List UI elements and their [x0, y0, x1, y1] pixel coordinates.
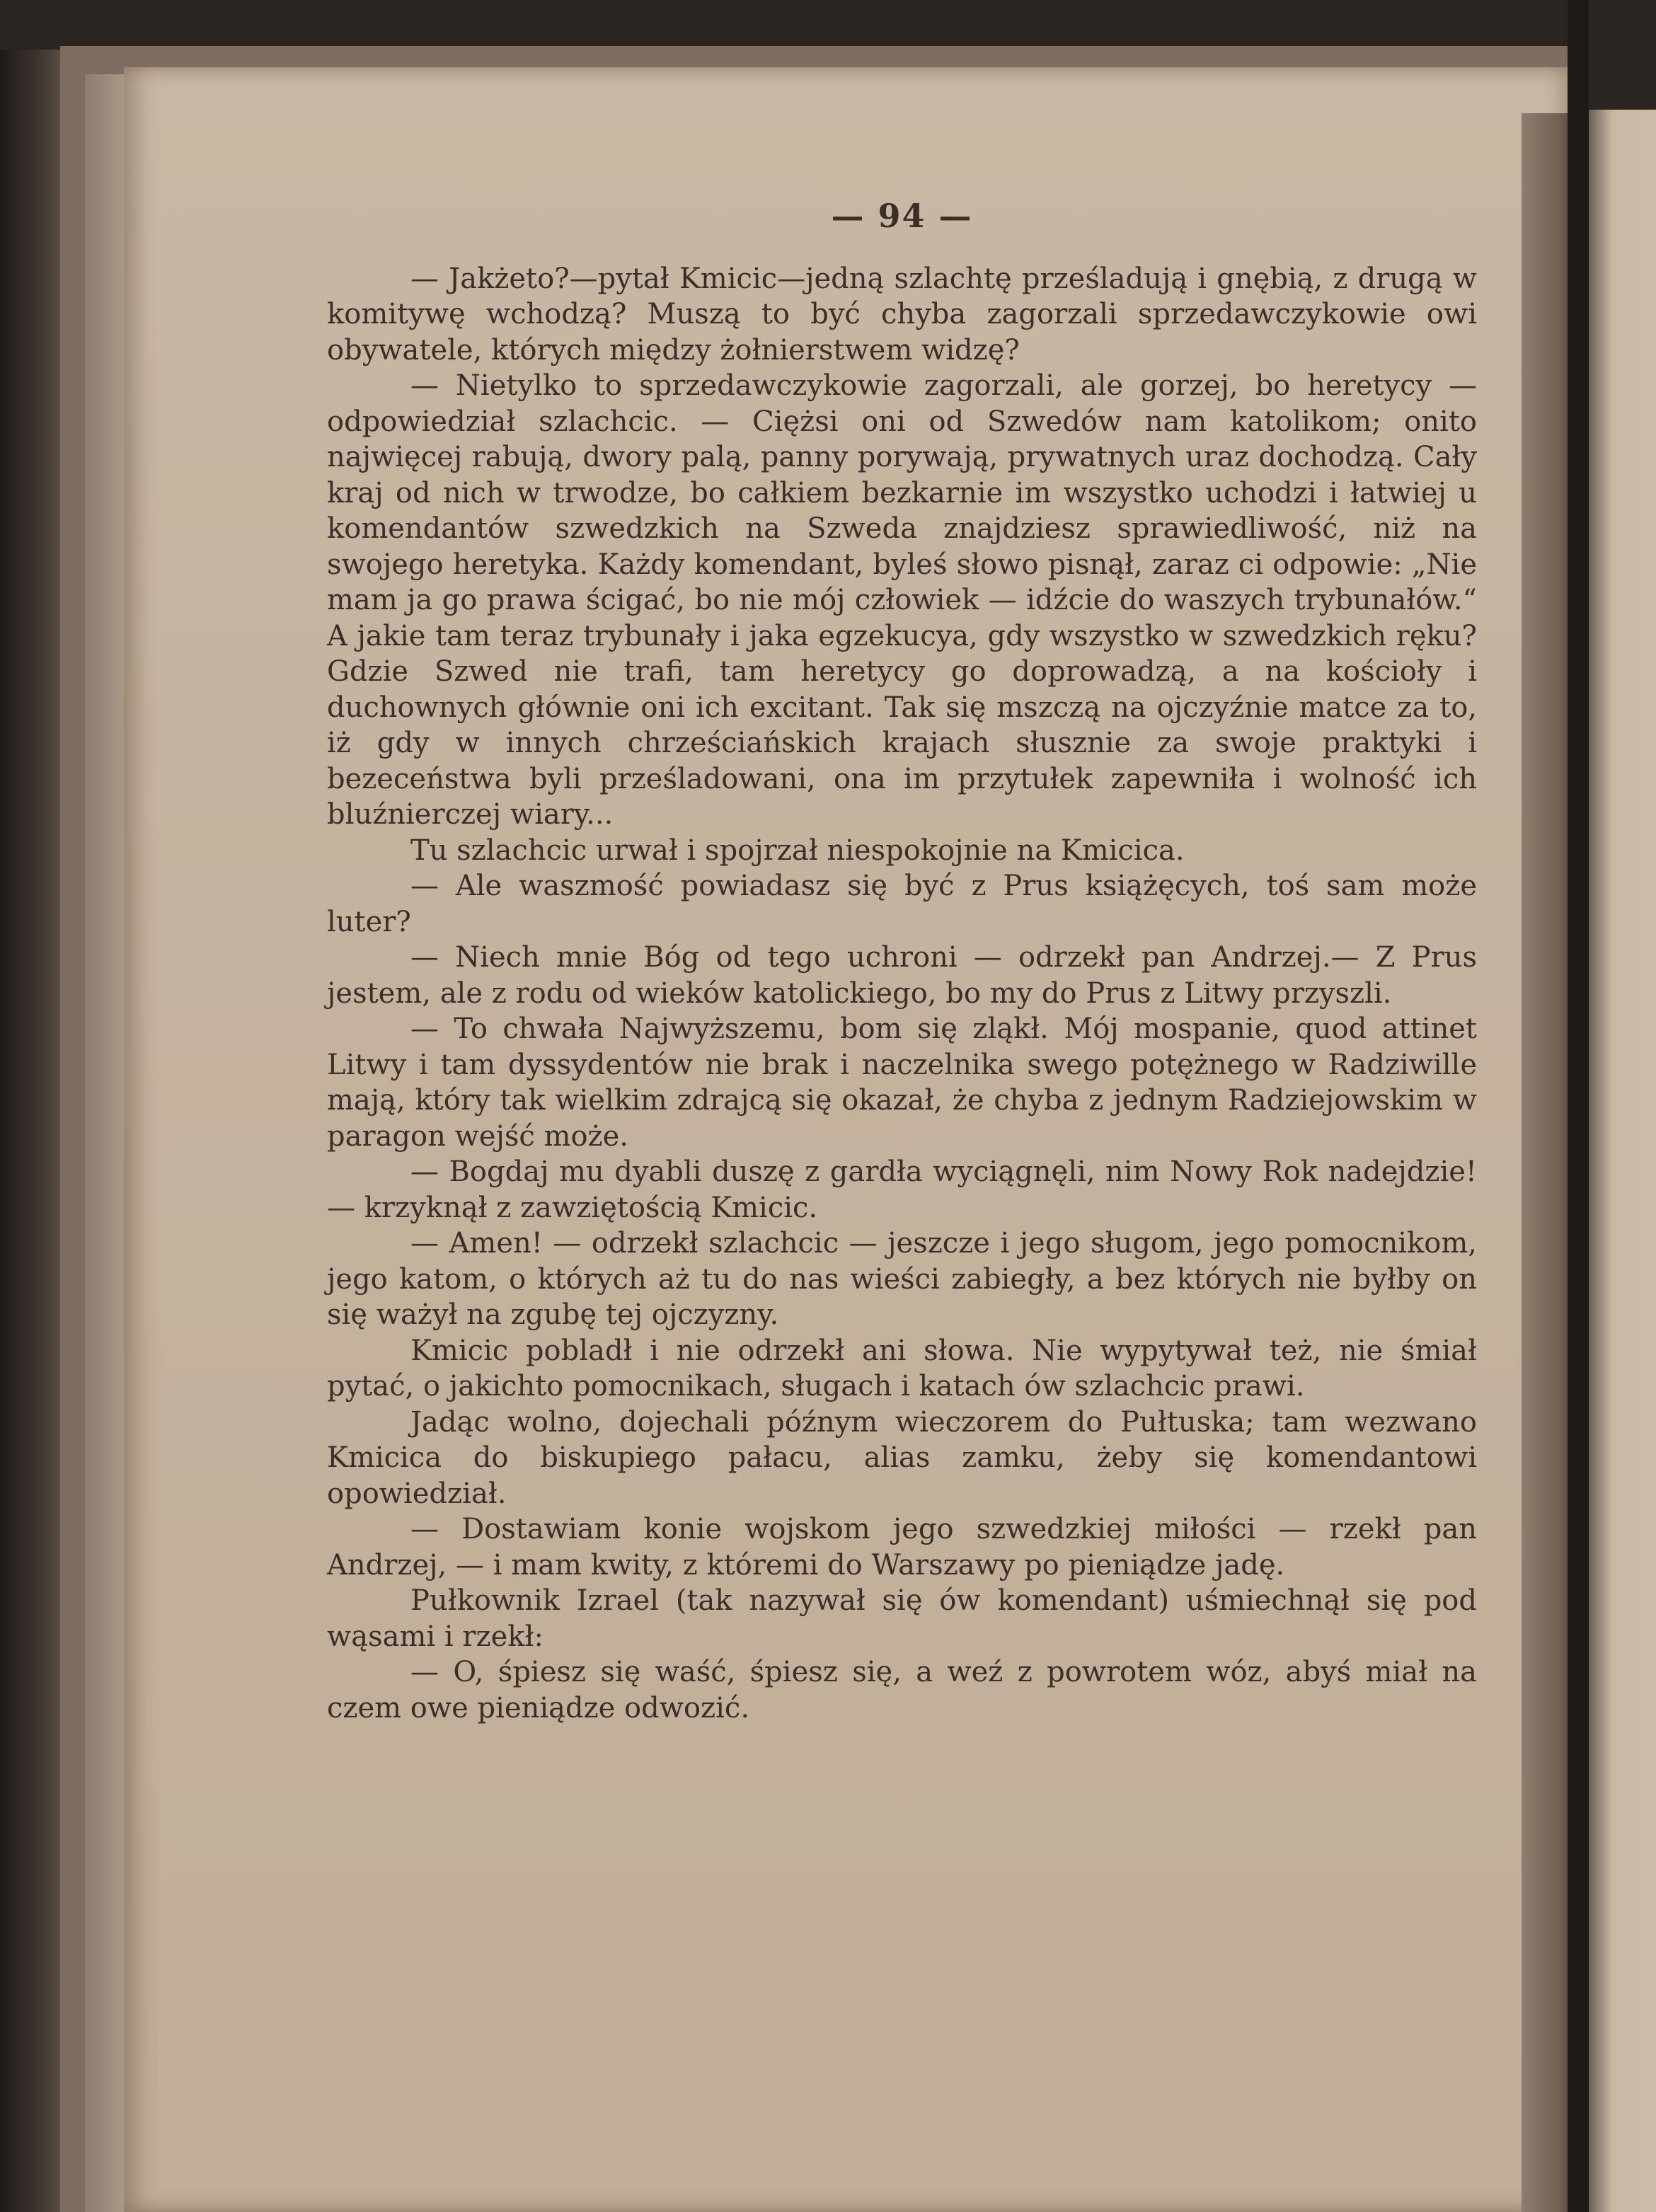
page-text [327, 198, 1477, 1726]
paragraph: — Amen! — odrzekł szlachcic — jeszcze i jego sługom, jego pomocnikom, jego katom, o których aż tu do nas wieści zabiegły, a bez których nie byłby on się ważył na zgubę tej ojczyzny. [327, 1227, 1477, 1331]
paragraph: — Dostawiam konie wojskom jego szwedzkiej miłości — rzekł pan Andrzej, — i mam kwity, z któremi do Warszawy po pieniądze jadę. [327, 1513, 1477, 1582]
paragraph: — Niech mnie Bóg od tego uchroni — odrzekł pan Andrzej.— Z Prus jestem, ale z rodu od wieków katolickiego, bo my do Prus z Litwy przyszli. [327, 941, 1477, 1010]
next-page-edge [1589, 110, 1656, 2212]
paragraph: — To chwała Najwyższemu, bom się zląkł. Mój mospanie, quod attinet Litwy i tam dyssydentów nie brak i naczelnika swego potężnego w Radziwille mają, który tak wielkim zdrajcą się okazał, że chyba z jednym Radziejowskim w paragon wejść może. [327, 1013, 1477, 1153]
paragraph: Pułkownik Izrael (tak nazywał się ów komendant) uśmiechnął się pod wąsami i rzekł: [327, 1584, 1477, 1653]
paragraph: — Jakżeto?—pytał Kmicic—jedną szlachtę prześladują i gnębią, z drugą w komitywę wchodzą? Muszą to być chyba zagorzali sprzedawczykowie owi obywatele, których między żołnierstwem widzę? [327, 262, 1477, 367]
page-number: — 94 — [831, 197, 973, 235]
paragraph: — Nietylko to sprzedawczykowie zagorzali, ale gorzej, bo heretycy — odpowiedział szlachcic. — Ciężsi oni od Szwedów nam katolikom; onito najwięcej rabują, dwory palą, panny porywają, prywatnych uraz dochodzą. Cały kraj od nich w trwodze, bo całkiem bezkarnie im wszystko uchodzi i łatwiej u komendantów szwedzkich na Szweda znajdziesz sprawiedliwość, niż na swojego heretyka. Każdy komendant, byleś słowo pisnął, zaraz ci odpowie: „Nie mam ja go prawa ścigać, bo nie mój człowiek — idźcie do waszych trybunałów.“ A jakie tam teraz trybunały i jaka egzekucya, gdy wszystko w szwedzkich ręku? Gdzie Szwed nie trafi, tam heretycy go doprowadzą, a na kościoły i duchownych głównie oni ich excitant. Tak się mszczą na ojczyźnie matce za to, iż gdy w innych chrześciańskich krajach słusznie za swoje praktyki i bezeceństwa byli prześladowani, ona im przytułek zapewniła i wolność ich bluźnierczej wiary... [327, 369, 1477, 831]
binding-gap [1568, 0, 1589, 2212]
paragraph: Tu szlachcic urwał i spojrzał niespokojnie na Kmicica. [410, 834, 1185, 867]
paragraph: — Bogdaj mu dyabli duszę z gardła wyciągnęli, nim Nowy Rok nadejdzie! — krzyknął z zawziętością Kmicic. [327, 1156, 1477, 1224]
paragraph: — O, śpiesz się waść, śpiesz się, a weź z powrotem wóz, abyś miał na czem owe pieniądze odwozić. [327, 1656, 1477, 1724]
paragraph: Jadąc wolno, dojechali późnym wieczorem do Pułtuska; tam wezwano Kmicica do biskupiego pałacu, alias zamku, żeby się komendantowi opowiedział. [327, 1405, 1477, 1510]
paragraph: — Ale waszmość powiadasz się być z Prus książęcych, toś sam może luter? [327, 870, 1477, 938]
paragraph: Kmicic pobladł i nie odrzekł ani słowa. Nie wypytywał też, nie śmiał pytać, o jakichto pomocnikach, sługach i katach ów szlachcic prawi. [327, 1334, 1477, 1402]
